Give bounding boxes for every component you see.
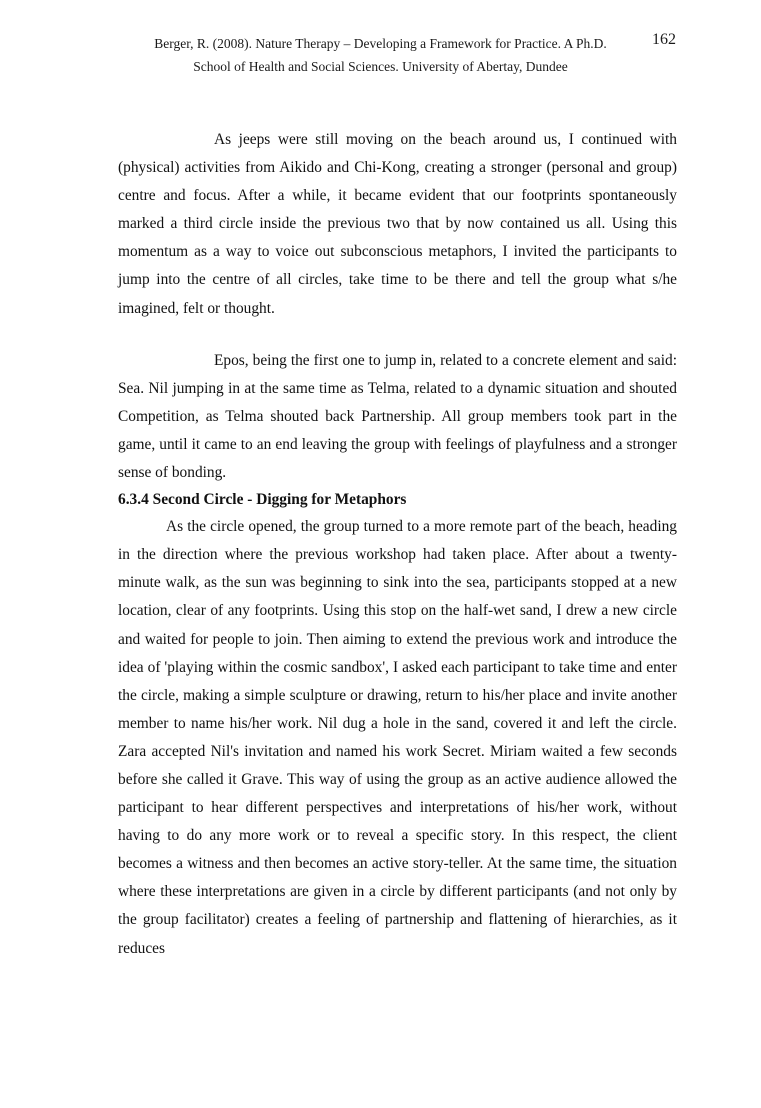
paragraph-2: Epos, being the first one to jump in, related to a concrete element and said: Sea. Nil jumping in at the same time as Telma, related to a dynamic situation and shouted Competition, as Telma shouted back Partnership. All group members took part in the game, until it came to an end leaving the group with feelings of playfulness and a stronger sense of bonding. [118,351,677,482]
paragraph-3: As the circle opened, the group turned to a more remote part of the beach, heading in the direction where the previous workshop had taken place. After about a twenty-minute walk, as the sun was beginning to sink into the sea, participants stopped at a new location, clear of any footprints. Using this stop on the half-wet sand, I drew a new circle and waited for people to join. Then aiming to extend the previous work and introduce the idea of 'playing within the cosmic sandbox', I asked each participant to take time and enter the circle, making a simple sculpture or drawing, return to his/her place and invite another member to name his/her work. Nil dug a hole in the sand, covered it and left the circle. Zara accepted Nil's invitation and named his work Secret. Miriam waited a few seconds before she called it Grave. This way of using the group as an active audience allowed the participant to hear different perspectives and interpretations of his/her work, without having to do any more work or to reveal a specific story. In this respect, the client becomes a witness and then becomes an active story-teller. At the same time, the situation where these interpretations are given in a circle by different participants (and not only by the group facilitator) creates a feeling of partnership and flattening of hierarchies, as it reduces [118,518,677,957]
running-header [0,32,761,78]
body-text [118,126,677,963]
header-citation: Berger, R. (2008). Nature Therapy – Developing a Framework for Practice. A Ph.D. [154,36,607,51]
header-institution: School of Health and Social Sciences. University of Abertay, Dundee [193,59,568,74]
section-heading: 6.3.4 Second Circle - Digging for Metaphors [118,491,407,509]
paragraph-1: As jeeps were still moving on the beach around us, I continued with (physical) activities from Aikido and Chi-Kong, creating a stronger (personal and group) centre and focus. After a while, it became evident that our footprints spontaneously marked a third circle inside the previous two that by now contained us all. Using this momentum as a way to voice out subconscious metaphors, I invited the participants to jump into the centre of all circles, take time to be there and tell the group what s/he imagined, felt or thought. [118,131,677,317]
page-number: 162 [652,31,676,48]
